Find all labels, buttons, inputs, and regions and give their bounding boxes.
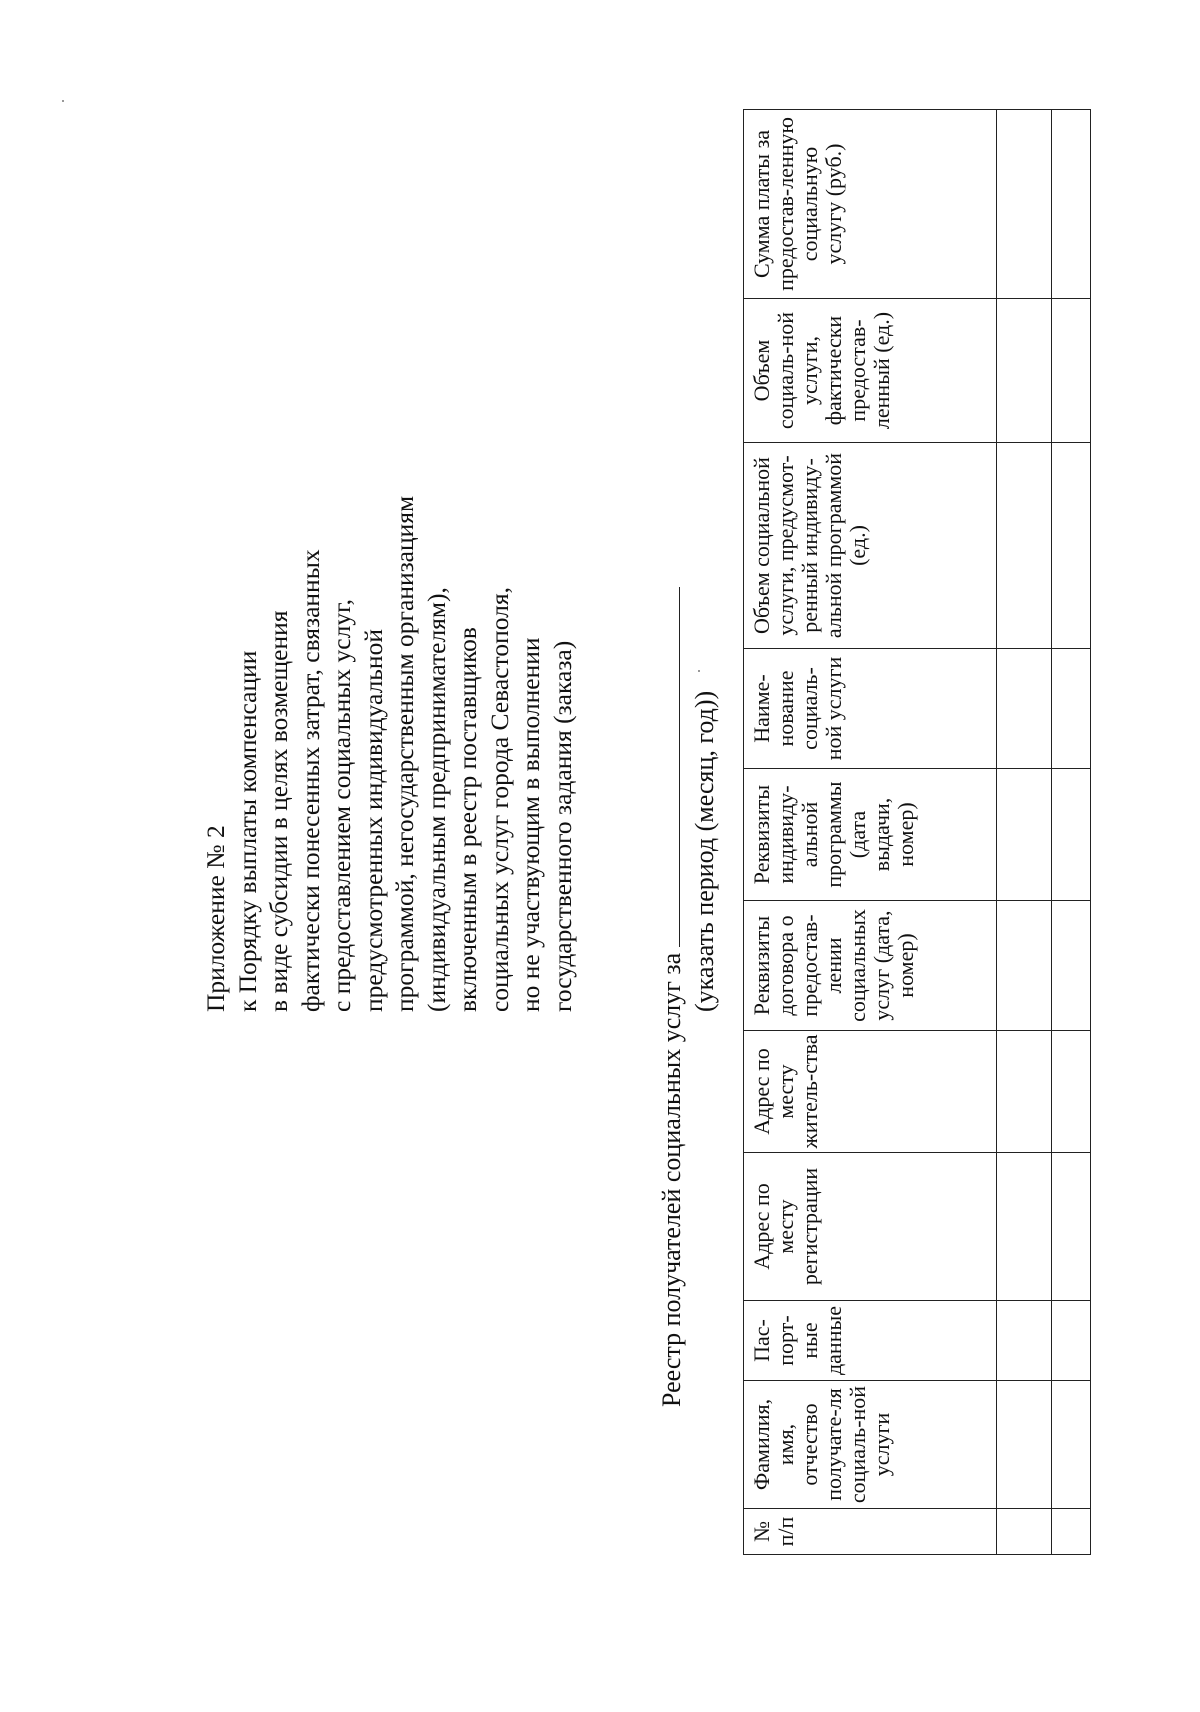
table-cell (997, 901, 1052, 1031)
table-cell (1052, 299, 1091, 443)
table-cell (1052, 1381, 1091, 1509)
column-header (744, 769, 997, 901)
table-cell (997, 1153, 1052, 1301)
table-cell (1052, 1509, 1091, 1555)
table-cell (997, 1381, 1052, 1509)
column-header (744, 299, 997, 443)
column-header (744, 1031, 997, 1153)
registry-period-hint: (указать период (месяц, год)) (690, 690, 719, 1012)
table-cell (1052, 110, 1091, 299)
column-header-label: Фамилия, имя, отчество получате-ля социаль-ной услуги (749, 1385, 894, 1504)
table-cell (1052, 1153, 1091, 1301)
table-cell (1052, 901, 1091, 1031)
column-header (744, 649, 997, 769)
table-cell (1052, 443, 1091, 649)
table-cell (997, 110, 1052, 299)
table-row (997, 110, 1052, 1555)
column-header-label: Наиме-нование социаль-ной услуги (749, 656, 846, 761)
column-header-label: Реквизиты индивиду-альной программы (дата выдачи, номер) (749, 781, 918, 888)
appendix-line: программой, негосударственным организациям (390, 495, 419, 1012)
appendix-line: в виде субсидии в целях возмещения (264, 610, 293, 1012)
table-cell (997, 649, 1052, 769)
column-header (744, 1509, 997, 1555)
column-header (744, 901, 997, 1031)
registry-title-text: Реестр получателей социальных услуг за (657, 952, 686, 1407)
table-cell (1052, 1301, 1091, 1381)
column-header-label: Пас-порт-ные данные (749, 1305, 846, 1376)
table-cell (997, 1031, 1052, 1153)
column-header-label: Адрес по месту регистрации (749, 1167, 822, 1286)
appendix-block (200, 252, 578, 1012)
table-header-row (744, 110, 997, 1555)
column-header (744, 110, 997, 299)
column-header-label: Адрес по месту житель-ства (749, 1034, 822, 1149)
column-header (744, 1153, 997, 1301)
table-cell (997, 443, 1052, 649)
table-row (1052, 110, 1091, 1555)
table-cell (997, 769, 1052, 901)
appendix-line: включенным в реестр поставщиков (453, 627, 482, 1012)
table-cell (997, 1301, 1052, 1381)
appendix-line: предусмотренных индивидуальной (358, 629, 388, 1012)
table-cell (997, 299, 1052, 443)
appendix-line: (индивидуальным предпринимателям), (421, 587, 451, 1012)
appendix-line: социальных услуг города Севастополя, (484, 587, 514, 1012)
column-header-label: № п/п (749, 1516, 798, 1547)
column-header-label: Сумма платы за предостав-ленную социальную услугу (руб.) (749, 117, 846, 291)
column-header (744, 1301, 997, 1381)
column-header (744, 1381, 997, 1509)
appendix-line: к Порядку выплаты компенсации (232, 650, 262, 1012)
table-cell (997, 1509, 1052, 1555)
period-blank-line (657, 587, 680, 947)
appendix-line: но не участвующим в выполнении (516, 637, 545, 1012)
scan-speck (62, 100, 64, 102)
table-cell (1052, 649, 1091, 769)
column-header-label: Объем социаль-ной услуги, фактически предостав-ленный (ед.) (749, 311, 894, 430)
registry-title (657, 587, 687, 1407)
appendix-line: фактически понесенных затрат, связанных (295, 549, 325, 1012)
appendix-line: государственного задания (заказа) (547, 640, 577, 1012)
appendix-line: Приложение № 2 (201, 825, 230, 1012)
table-cell (1052, 1031, 1091, 1153)
registry-table (743, 109, 1091, 1555)
appendix-line: с предоставлением социальных услуг, (327, 598, 356, 1012)
column-header (744, 443, 997, 649)
table-cell (1052, 769, 1091, 901)
column-header-label: Объем социальной услуги, предусмот-ренный индивиду-альной программой (ед.) (749, 452, 870, 639)
scan-speck (698, 670, 700, 672)
column-header-label: Реквизиты договора о предостав-лении социальных услуг (дата, номер) (749, 909, 918, 1022)
